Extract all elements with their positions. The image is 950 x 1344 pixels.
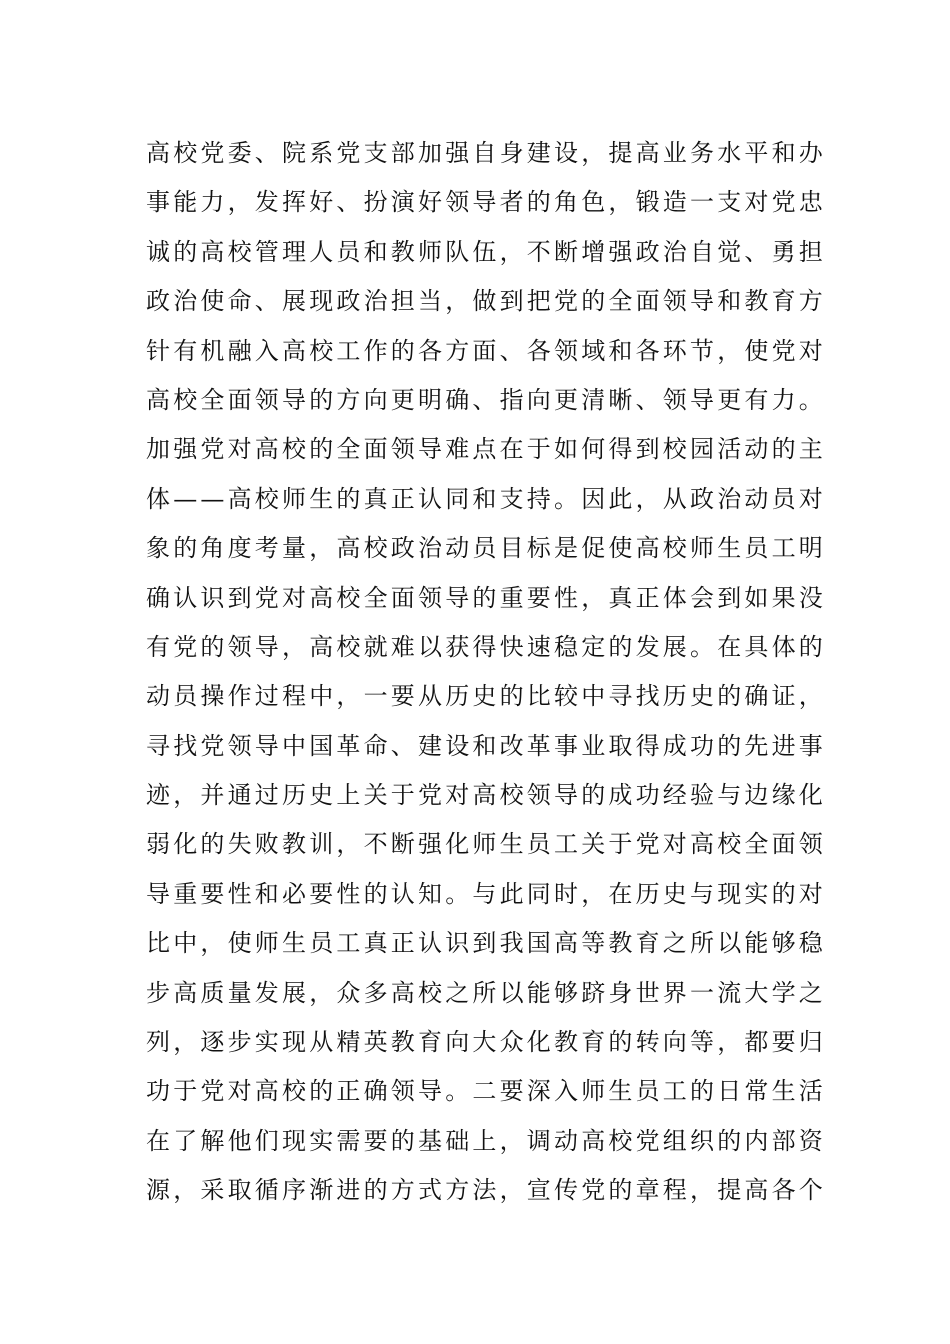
text-line: 在了解他们现实需要的基础上，调动高校党组织的内部资: [146, 1126, 826, 1155]
text-line: 诚的高校管理人员和教师队伍，不断增强政治自觉、勇担: [146, 237, 826, 266]
text-line: 象的角度考量，高校政治动员目标是促使高校师生员工明: [146, 534, 826, 563]
text-line: 源，采取循序渐进的方式方法，宣传党的章程，提高各个: [146, 1176, 826, 1205]
text-line: 功于党对高校的正确领导。二要深入师生员工的日常生活: [146, 1077, 826, 1106]
text-line: 列，逐步实现从精英教育向大众化教育的转向等，都要归: [146, 1028, 826, 1057]
text-line: 事能力，发挥好、扮演好领导者的角色，锻造一支对党忠: [146, 188, 826, 217]
text-line: 寻找党领导中国革命、建设和改革事业取得成功的先进事: [146, 731, 826, 760]
text-line: 动员操作过程中，一要从历史的比较中寻找历史的确证，: [146, 682, 826, 711]
text-line: 体——高校师生的真正认同和支持。因此，从政治动员对: [146, 484, 826, 513]
text-line: 加强党对高校的全面领导难点在于如何得到校园活动的主: [146, 435, 826, 464]
text-line: 步高质量发展，众多高校之所以能够跻身世界一流大学之: [146, 978, 826, 1007]
text-line: 确认识到党对高校全面领导的重要性，真正体会到如果没: [146, 583, 826, 612]
text-line: 针有机融入高校工作的各方面、各领域和各环节，使党对: [146, 336, 826, 365]
text-line: 比中，使师生员工真正认识到我国高等教育之所以能够稳: [146, 929, 826, 958]
body-text: [146, 129, 826, 1216]
text-line: 弱化的失败教训，不断强化师生员工关于党对高校全面领: [146, 830, 826, 859]
text-line: 高校党委、院系党支部加强自身建设，提高业务水平和办: [146, 139, 826, 167]
text-line: 迹，并通过历史上关于党对高校领导的成功经验与边缘化: [146, 781, 826, 810]
text-line: 高校全面领导的方向更明确、指向更清晰、领导更有力。: [146, 385, 826, 414]
text-line: 导重要性和必要性的认知。与此同时，在历史与现实的对: [146, 879, 826, 908]
text-line: 政治使命、展现政治担当，做到把党的全面领导和教育方: [146, 287, 826, 316]
text-line: 有党的领导，高校就难以获得快速稳定的发展。在具体的: [146, 632, 826, 661]
